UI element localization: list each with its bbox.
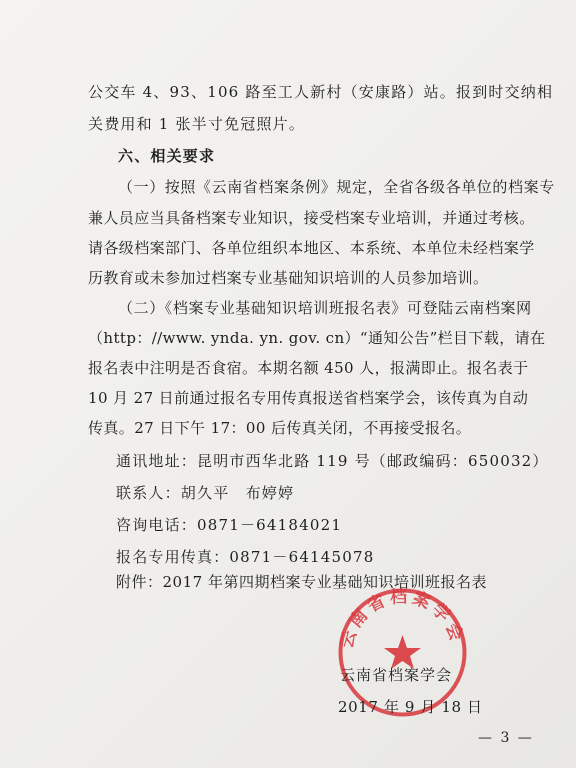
contact-fax: 报名专用传真：0871－64145078 — [116, 548, 375, 566]
body-line-4: （一）按照《云南省档案条例》规定，全省各级各单位的档案专 — [118, 178, 555, 196]
body-line-7: 历教育或未参加过档案专业基础知识培训的人员参加培训。 — [88, 269, 489, 287]
page-number: — 3 — — [478, 730, 534, 746]
body-line-2: 关费用和 1 张半寸免冠照片。 — [88, 115, 306, 133]
contact-phone: 咨询电话：0871－64184021 — [116, 516, 343, 534]
svg-text:云南省档案学会: 云南省档案学会 — [337, 587, 468, 651]
body-line-8: （二）《档案专业基础知识培训班报名表》可登陆云南档案网 — [118, 299, 532, 317]
body-line-1: 公交车 4、93、106 路至工人新村（安康路）站。报到时交纳相 — [88, 83, 554, 101]
body-line-11: 10 月 27 日前通过报名专用传真报送省档案学会，该传真为自动 — [88, 389, 529, 407]
body-line-9: （http：//www. ynda. yn. gov. cn）“通知公告”栏目下载，请在 — [88, 329, 546, 347]
signature-date: 2017 年 9 月 18 日 — [338, 698, 483, 716]
section-heading: 六、相关要求 — [118, 147, 216, 165]
body-line-12: 传真。27 日下午 17：00 后传真关闭，不再接受报名。 — [88, 419, 472, 437]
body-line-5: 兼人员应当具备档案专业知识，接受档案专业培训，并通过考核。 — [88, 209, 535, 227]
seal-star-icon — [384, 635, 421, 669]
contact-person: 联系人：胡久平 布婷婷 — [116, 484, 295, 502]
body-line-6: 请各级档案部门、各单位组织本地区、本系统、本单位未经档案学 — [88, 239, 535, 257]
signature-org: 云南省档案学会 — [340, 666, 453, 684]
attachment-line: 附件：2017 年第四期档案专业基础知识培训班报名表 — [116, 573, 487, 591]
contact-address: 通讯地址：昆明市西华北路 119 号（邮政编码：650032） — [116, 452, 549, 470]
body-line-10: 报名表中注明是否食宿。本期名额 450 人，报满即止。报名表于 — [88, 359, 529, 377]
